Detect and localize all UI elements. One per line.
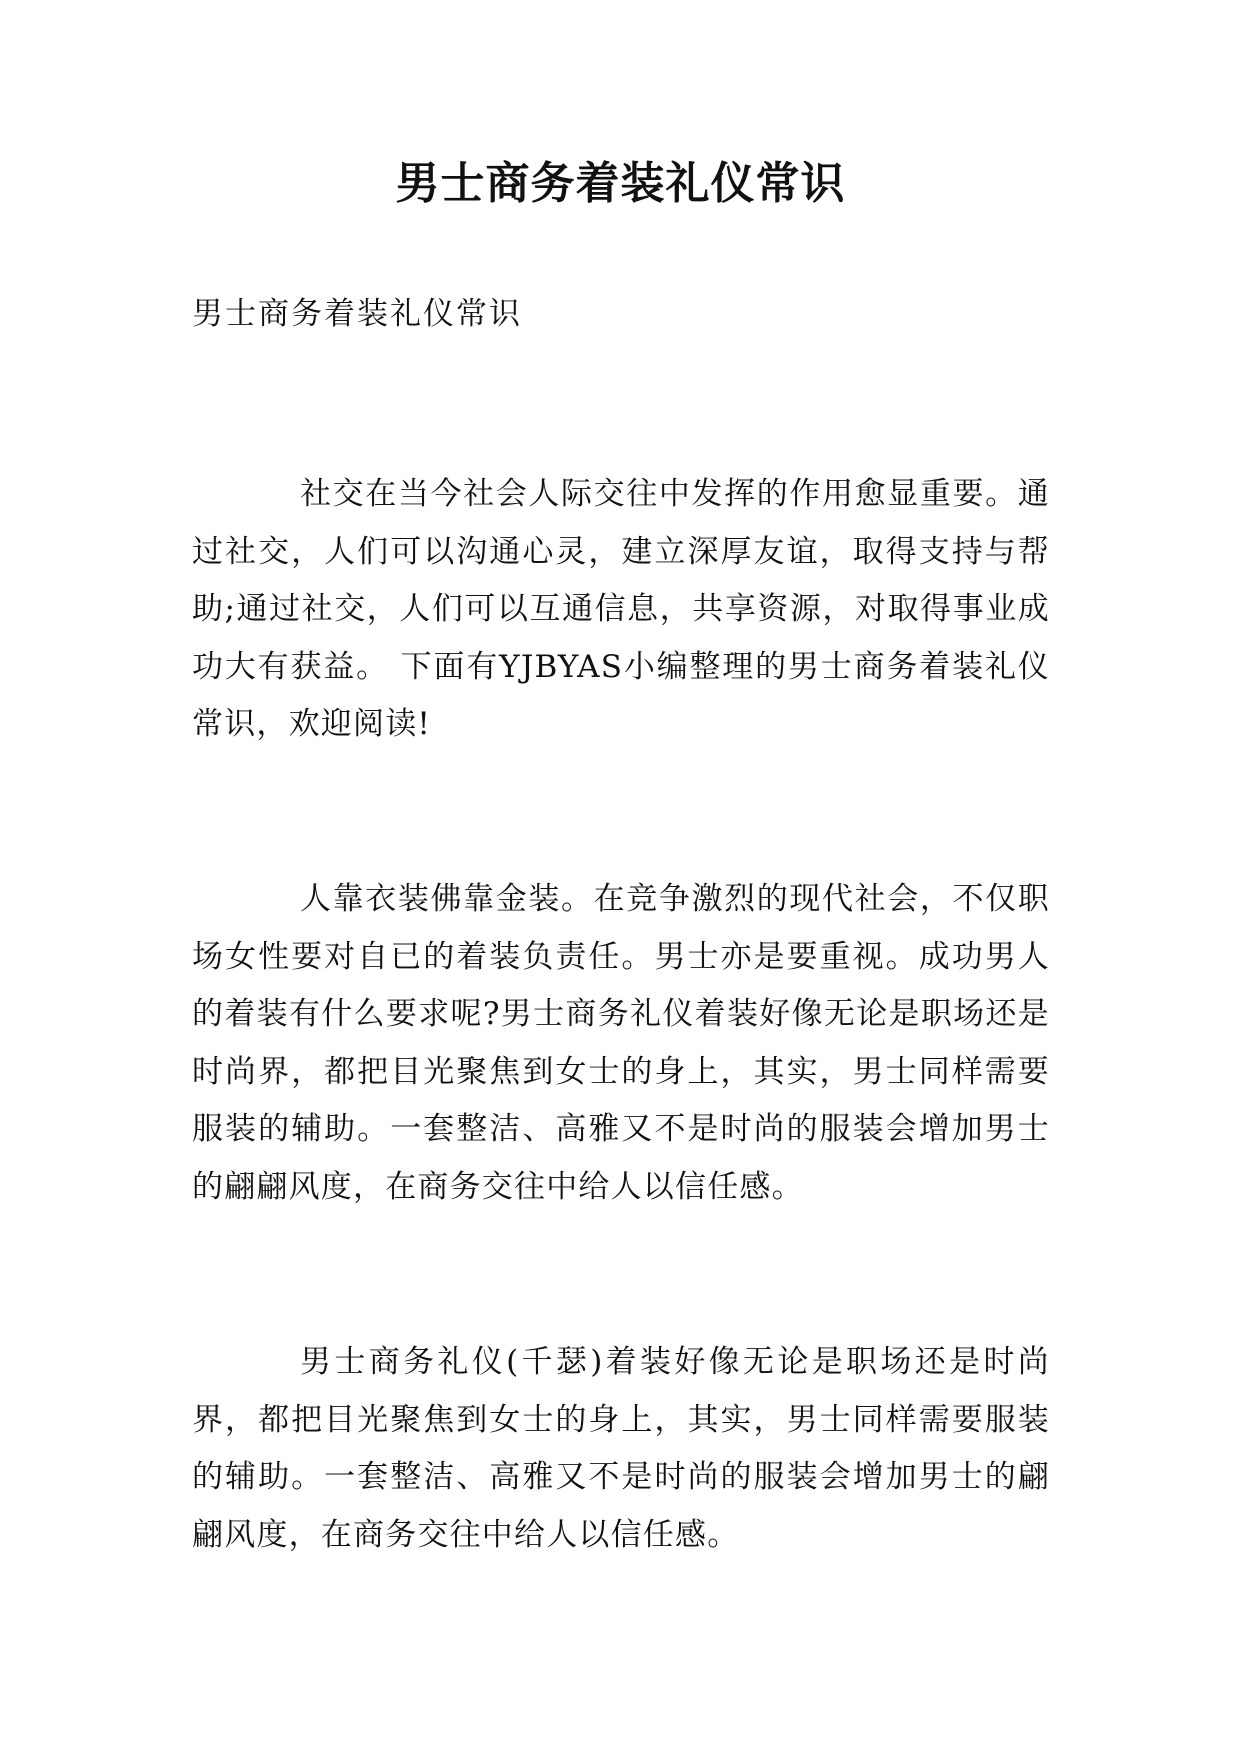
document-title: 男士商务着装礼仪常识 <box>395 158 846 209</box>
paragraph-etiquette: 男士商务礼仪(千瑟)着装好像无论是职场还是时尚界，都把目光聚焦到女士的身上，其实，男士同样需要服装的辅助。一套整洁、高雅又不是时尚的服装会增加男士的翩翩风度，在商务交往中给人以信任感。 <box>192 1344 1050 1553</box>
paragraph-intro: 社交在当今社会人际交往中发挥的作用愈显重要。通过社交，人们可以沟通心灵，建立深厚友谊，取得支持与帮助;通过社交，人们可以互通信息，共享资源，对取得事业成功大有获益。 下面有YJBYAS小编整理的男士商务着装礼仪常识，欢迎阅读! <box>192 476 1050 742</box>
paragraph-attire: 人靠衣装佛靠金装。在竞争激烈的现代社会，不仅职场女性要对自已的着装负责任。男士亦是要重视。成功男人的着装有什么要求呢?男士商务礼仪着装好像无论是职场还是时尚界，都把目光聚焦到女士的身上，其实，男士同样需要服装的辅助。一套整洁、高雅又不是时尚的服装会增加男士的翩翩风度，在商务交往中给人以信任感。 <box>192 881 1050 1205</box>
document-subtitle: 男士商务着装礼仪常识 <box>192 296 522 332</box>
